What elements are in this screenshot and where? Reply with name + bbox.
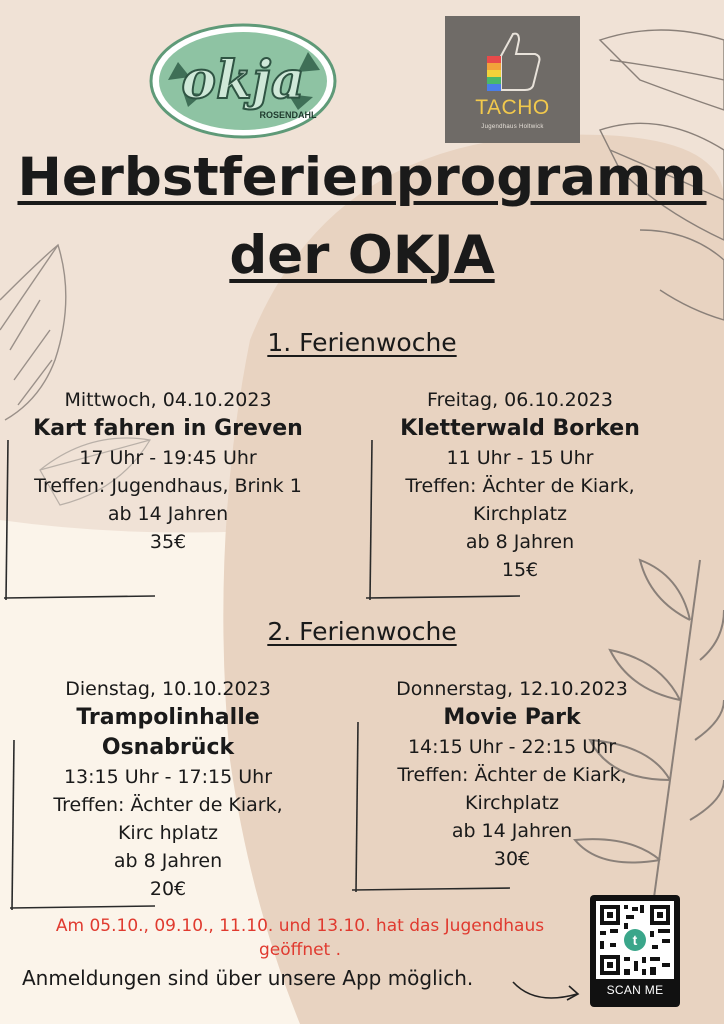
svg-text:ROSENDAHL: ROSENDAHL [259,110,317,120]
page-title-line-2: der OKJA [229,225,495,286]
event-price: 20€ [149,878,187,900]
event-meeting-point: Treffen: Ächter de Kiark, [405,475,635,497]
event-date: Mittwoch, 04.10.2023 [64,389,272,411]
qr-scan-label: SCAN ME [606,983,664,997]
event-name: Kart fahren in Greven [33,416,303,441]
event-age: ab 8 Jahren [465,531,575,553]
event-time: 13:15 Uhr - 17:15 Uhr [63,766,273,788]
event-meeting-point-2: Kirc hplatz [117,822,219,844]
event-meeting-point-2: Kirchplatz [472,503,568,525]
event-time: 14:15 Uhr - 22:15 Uhr [407,736,617,758]
svg-text:t: t [632,932,638,948]
event-card [8,675,328,903]
page-title-line-1: Herbstferienprogramm [17,147,707,208]
event-card [360,386,680,584]
event-time: 17 Uhr - 19:45 Uhr [79,447,257,469]
event-age: ab 14 Jahren [451,820,573,842]
event-card [8,386,328,556]
event-date: Donnerstag, 12.10.2023 [396,678,628,700]
event-meeting-point: Treffen: Ächter de Kiark, [397,764,627,786]
event-time: 11 Uhr - 15 Uhr [446,447,594,469]
event-meeting-point-2: Kirchplatz [464,792,560,814]
event-name: Trampolinhalle [76,705,260,730]
event-age: ab 14 Jahren [107,503,229,525]
tacho-wordmark: TACHO [475,96,550,119]
okja-logo [148,22,338,140]
opening-notice [20,914,580,962]
qr-code-badge[interactable] [590,895,680,1007]
event-price: 15€ [501,559,539,581]
event-price: 35€ [149,531,187,553]
event-meeting-point: Treffen: Jugendhaus, Brink 1 [34,475,302,497]
week-2-heading: 2. Ferienwoche [267,617,457,646]
arrow-icon [505,970,590,1010]
event-price: 30€ [493,848,531,870]
week-1-heading: 1. Ferienwoche [267,328,457,357]
event-card [352,675,672,873]
signup-info: Anmeldungen sind über unsere App möglich. [22,966,474,990]
svg-text:okja: okja [181,50,305,111]
event-date: Dienstag, 10.10.2023 [65,678,271,700]
event-meeting-point: Treffen: Ächter de Kiark, [53,794,283,816]
thumbs-up-icon [483,28,543,96]
opening-notice-line-2: geöffnet . [258,940,342,960]
qr-code-icon[interactable] [596,901,674,979]
event-name-2: Osnabrück [101,735,235,760]
event-age: ab 8 Jahren [113,850,223,872]
event-name: Kletterwald Borken [400,416,640,441]
opening-notice-line-1: Am 05.10., 09.10., 11.10. und 13.10. hat das Jugendhaus [55,916,545,936]
tacho-logo [445,16,580,143]
tacho-subtitle: Jugendhaus Holtwick [481,124,544,130]
event-date: Freitag, 06.10.2023 [427,389,613,411]
event-name: Movie Park [443,705,581,730]
